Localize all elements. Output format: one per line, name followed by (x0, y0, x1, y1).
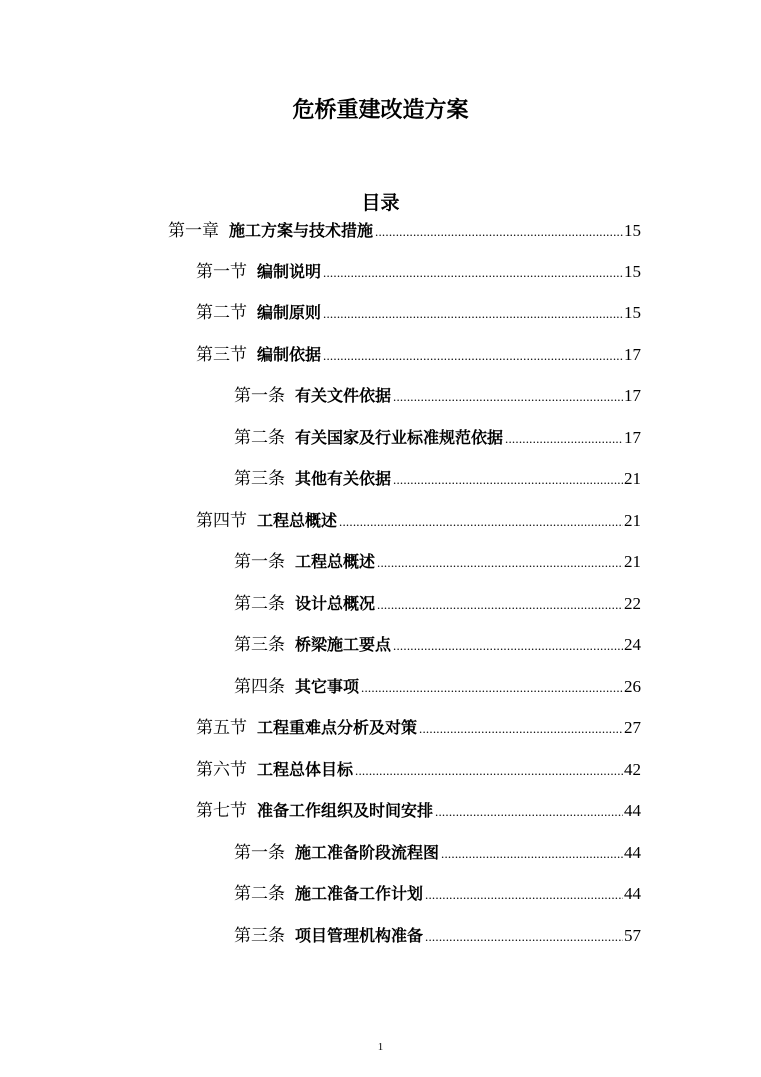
toc-entry[interactable] (196, 798, 641, 824)
toc-entry-page: 44 (624, 801, 641, 820)
toc-dot-leader (425, 924, 623, 949)
toc-entry-page: 22 (624, 594, 641, 613)
toc-entry[interactable] (168, 218, 641, 244)
toc-entry-number: 第一节 (196, 262, 247, 281)
toc-entry-number: 第二条 (234, 594, 285, 613)
toc-entry-number: 第一条 (234, 386, 285, 405)
toc-entry[interactable] (196, 715, 641, 741)
toc-entry-number: 第四条 (234, 677, 285, 696)
toc-entry-page: 17 (624, 345, 641, 364)
toc-entry[interactable] (234, 674, 641, 700)
toc-entry-number: 第四节 (196, 511, 247, 530)
toc-entry-title: 项目管理机构准备 (295, 926, 424, 945)
toc-dot-leader (323, 343, 623, 368)
toc-entry-number: 第三节 (196, 345, 247, 364)
toc-dot-leader (393, 467, 623, 492)
toc-dot-leader (375, 219, 623, 244)
toc-entry[interactable] (234, 549, 641, 575)
toc-entry-page: 21 (624, 469, 641, 488)
toc-entry-page: 44 (624, 843, 641, 862)
toc-entry-number: 第三条 (234, 469, 285, 488)
toc-dot-leader (393, 633, 623, 658)
toc-entry-title: 编制原则 (257, 303, 322, 322)
toc-entry-number: 第六节 (196, 760, 247, 779)
toc-entry-page: 15 (624, 262, 641, 281)
toc-entry-number: 第二节 (196, 303, 247, 322)
toc-entry-page: 26 (624, 677, 641, 696)
footer-page-number: 1 (377, 1041, 384, 1053)
toc-entry-page: 21 (624, 552, 641, 571)
toc-entry-title: 施工方案与技术措施 (229, 221, 374, 240)
toc-entry[interactable] (196, 300, 641, 326)
toc-dot-leader (393, 384, 623, 409)
toc-entry-title: 准备工作组织及时间安排 (257, 801, 434, 820)
toc-entry[interactable] (196, 259, 641, 285)
toc-entry-number: 第二条 (234, 884, 285, 903)
toc-entry-title: 设计总概况 (295, 594, 376, 613)
toc-entry-title: 编制依据 (257, 345, 322, 364)
toc-entry[interactable] (234, 923, 641, 949)
toc-entry-title: 工程总概述 (257, 511, 338, 530)
toc-dot-leader (323, 301, 623, 326)
toc-entry-number: 第一条 (234, 552, 285, 571)
toc-entry-number: 第二条 (234, 428, 285, 447)
toc-entry-page: 17 (624, 428, 641, 447)
toc-entry-title: 编制说明 (257, 262, 322, 281)
toc-entry-number: 第七节 (196, 801, 247, 820)
toc-dot-leader (377, 592, 623, 617)
toc-entry-title: 有关国家及行业标准规范依据 (295, 428, 504, 447)
toc-entry-page: 15 (624, 303, 641, 322)
toc-entry-page: 24 (624, 635, 641, 654)
toc-entry-title: 工程总体目标 (257, 760, 354, 779)
toc-entry[interactable] (196, 508, 641, 534)
toc-entry-title: 有关文件依据 (295, 386, 392, 405)
toc-entry[interactable] (234, 632, 641, 658)
toc-entry-number: 第三条 (234, 926, 285, 945)
toc-dot-leader (441, 841, 623, 866)
toc-entry[interactable] (196, 757, 641, 783)
toc-entry-title: 其它事项 (295, 677, 360, 696)
toc-dot-leader (323, 260, 623, 285)
toc-entry[interactable] (234, 466, 641, 492)
toc-heading: 目录 (361, 192, 400, 214)
document-title: 危桥重建改造方案 (292, 98, 469, 123)
toc-entry-title: 施工准备阶段流程图 (295, 843, 440, 862)
toc-entry[interactable] (234, 383, 641, 409)
toc-dot-leader (377, 550, 623, 575)
toc-entry[interactable] (234, 840, 641, 866)
toc-entry-page: 21 (624, 511, 641, 530)
toc-entry-number: 第五节 (196, 718, 247, 737)
toc-dot-leader (435, 799, 623, 824)
toc-entry-title: 其他有关依据 (295, 469, 392, 488)
toc-dot-leader (505, 426, 623, 451)
toc-dot-leader (425, 882, 623, 907)
toc-dot-leader (361, 675, 623, 700)
toc-entry-page: 42 (624, 760, 641, 779)
toc-dot-leader (355, 758, 623, 783)
toc-dot-leader (339, 509, 623, 534)
toc-entry[interactable] (234, 881, 641, 907)
toc-entry-number: 第一章 (168, 221, 219, 240)
toc-dot-leader (419, 716, 623, 741)
toc-entry-page: 44 (624, 884, 641, 903)
toc-entry[interactable] (234, 591, 641, 617)
toc-entry-title: 桥梁施工要点 (295, 635, 392, 654)
toc-entry-page: 57 (624, 926, 641, 945)
toc-entry-number: 第一条 (234, 843, 285, 862)
toc-entry-title: 工程重难点分析及对策 (257, 718, 418, 737)
toc-entry-title: 施工准备工作计划 (295, 884, 424, 903)
toc-entry-title: 工程总概述 (295, 552, 376, 571)
toc-entry-page: 27 (624, 718, 641, 737)
toc-entry[interactable] (196, 342, 641, 368)
toc-entry-number: 第三条 (234, 635, 285, 654)
toc-entry-page: 17 (624, 386, 641, 405)
toc-entry-page: 15 (624, 221, 641, 240)
toc-entry[interactable] (234, 425, 641, 451)
